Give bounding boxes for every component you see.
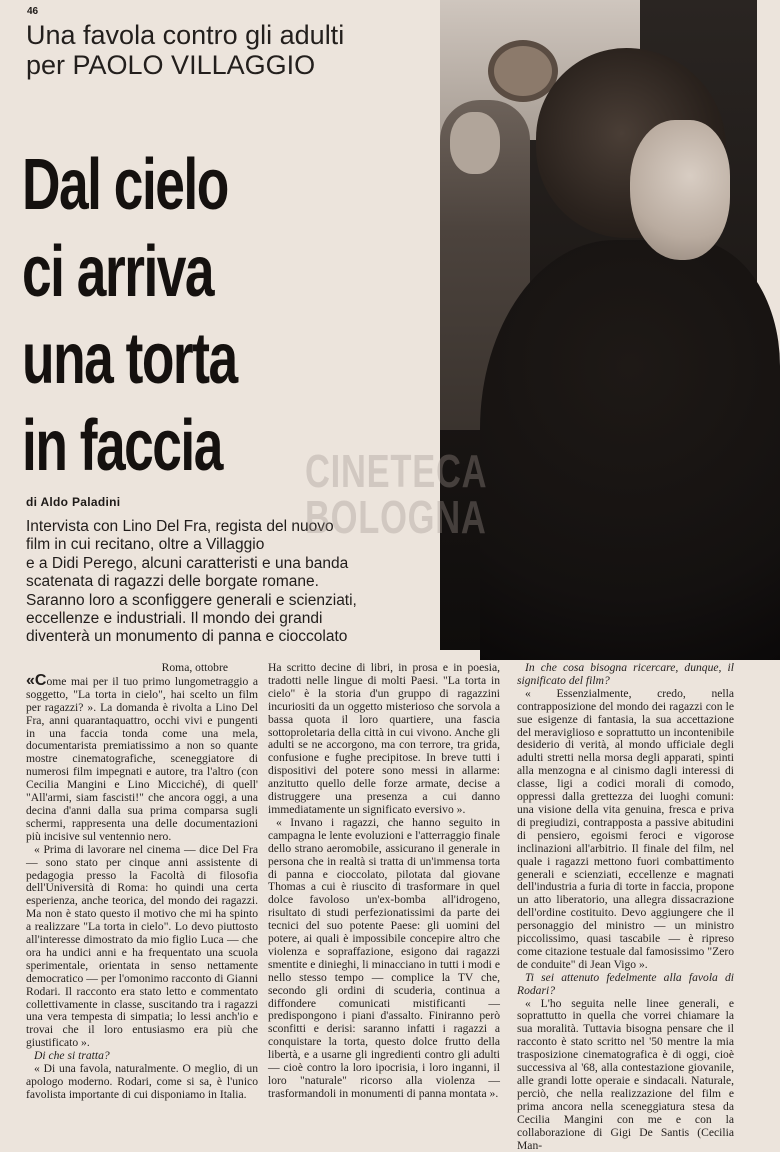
article-column-1 — [26, 662, 258, 1102]
intro-line: eccellenze e industriali. Il mondo dei grandi — [26, 610, 323, 628]
kicker-line-2: per PAOLO VILLAGGIO — [26, 50, 316, 80]
paragraph: Ha scritto decine di libri, in prosa e in poesia, tradotti nelle lingue di molti Paesi. "La torta in cielo" è la storia d'un gruppo di ragazzini incuriositi da un oggetto misterioso che sorvola a bassa quota il loro quartiere, una fascia sottoproletaria della città in cui vivono. Anche gli adulti se ne accorgono, ma con terrore, tra grida, confusione e fughe precipitose. In breve tutti i dispositivi del potere sono messi in allarme: anzitutto quello delle forze armate, decise a distruggere una presenza a cui danno immediatamente un significato eversivo ». — [268, 661, 500, 816]
paragraph: « Di una favola, naturalmente. O meglio, di un apologo moderno. Rodari, come si sa, è l'unico favolista importante di cui disponiamo in Italia. — [26, 1062, 258, 1101]
film-still-photo — [440, 0, 757, 650]
kicker — [26, 20, 436, 80]
watermark-line-1: CINETECA — [305, 445, 488, 497]
paragraph: « L'ho seguita nelle linee generali, e soprattutto in quella che vorrei chiamare la sua moralità. Tuttavia bisogna pensare che il racconto è stato scritto nel '50 mentre la mia trasposizione cinematografica è di oggi, cioè successiva al '68, alla contestazione giovanile, alle grandi lotte operaie e sindacali. Naturale, perciò, che nella realizzazione del film e prima ancora nella sceneggiatura stesa da Cecilia Mangini con me e con la collaborazione di Gigi De Santis (Cecilia Man- — [517, 996, 734, 1152]
interview-question: Ti sei attenuto fedelmente alla favola di Rodari? — [517, 970, 734, 997]
intro-line: Saranno loro a sconfiggere generali e scienziati, — [26, 591, 357, 609]
headline-line-3: una torta — [22, 319, 237, 399]
headline-line-2: ci arriva — [22, 232, 214, 312]
watermark-line-2: BOLOGNA — [305, 491, 487, 543]
intro-line: e a Didi Perego, alcuni caratteristi e una banda — [26, 554, 349, 572]
paragraph: « Prima di lavorare nel cinema — dice Del Fra — sono stato per cinque anni assistente di pedagogia presso la Facoltà di filosofia dell'Università di Roma: ho quindi una certa esperienza, anche teorica, del mondo dei ragazzi. Ma non è stato questo il motivo che mi ha spinto a realizzare "La torta in cielo". Lo devo piuttosto all'interesse dimostrato da mio figlio Luca — che ora ha undici anni e ha frequentato una scuola sperimentale, orientata in senso nettamente democratico — per l'omonimo racconto di Gianni Rodari. Il racconto era stato letto e commentato collettivamente in classe, suscitando tra i ragazzi una vera tempesta di simpatia; lo lessi anch'io e trovai che il loro entusiasmo era più che giustificato ». — [26, 842, 258, 1050]
intro-standfirst — [26, 518, 446, 647]
article-column-3 — [517, 662, 734, 1152]
woman-face — [630, 120, 730, 260]
uniformed-figure-face — [450, 112, 500, 174]
paragraph — [26, 671, 258, 844]
intro-line: film in cui recitano, oltre a Villaggio — [26, 536, 265, 554]
interview-question: In che cosa bisogna ricercare, dunque, il significato del film? — [517, 661, 734, 687]
drop-cap: «C — [26, 671, 47, 689]
intro-line: scatenata di ragazzi delle borgate romane. — [26, 573, 319, 591]
byline: di Aldo Paladini — [26, 495, 121, 509]
intro-line: Intervista con Lino Del Fra, regista del nuovo — [26, 518, 334, 535]
dateline: Roma, ottobre — [161, 661, 228, 674]
intro-line: diventerà un monumento di panna e cioccolato — [26, 628, 348, 646]
fur-coat — [480, 240, 780, 660]
headline — [22, 142, 322, 490]
article-body — [26, 661, 734, 1152]
article-column-2 — [268, 662, 500, 1101]
paragraph: « Invano i ragazzi, che hanno seguito in campagna le lente evoluzioni e l'atterraggio finale dello strano aeromobile, assicurano il generale in persona che in realtà si tratta di un'immensa torta di panna e cioccolato, pilotata dal giovane Thomas a cui è riuscito di trasformare in quel dolce favoloso un'ex-bomba all'idrogeno, risultato di studi perfezionatissimi da parte dei tecnici del suo potente Paese: gli uomini del potere, ai quali è impossibile concepire altro che violenza e sopraffazione, esigono dai ragazzi smentite e dinieghi, li minacciano in tutti i modi e nello stesso tempo — complice la TV che, secondo gli ordini di scuderia, continua a diffondere comunicati mistificanti — predispongono i piani d'assalto. Finiranno però sconfitti e derisi: saranno infatti i ragazzi a conquistare la torta, questo dolce frutto della libertà, e a usarne gli ingredienti contro gli adulti — cioè contro la loro ipocrisia, i loro inganni, il loro "naturale" ricorso alla violenza — trasformandoli in monumenti di panna montata ». — [268, 815, 500, 1100]
kicker-line-1: Una favola contro gli adulti — [26, 20, 345, 50]
page-number: 46 — [27, 6, 39, 17]
paragraph-text: ome mai per il tuo primo lungometraggio a soggetto, "La torta in cielo", hai scelto un film per ragazzi? ». La domanda è rivolta a Lino Del Fra, anni quarantaquattro, occhi vivi e pungenti in una faccia tonda come una mela, documentarista premiatissimo a non so quante mostre cinematografiche, sceneggiatore di numerosi film impegnati e autore, tra l'altro (con Cecilia Mangini e Lino Micciché), di quell' "All'armi, siam fascisti!" che ancora oggi, a una decina d'anni dalla sua prima comparsa sugli schermi, rappresenta una delle documentazioni più incisive sul ventennio nero. — [26, 674, 258, 843]
headline-line-4: in faccia — [22, 406, 222, 486]
interview-question: Di che si tratta? — [34, 1049, 110, 1063]
paragraph: « Essenzialmente, credo, nella contrapposizione del mondo dei ragazzi con le sue esigenze di fantasia, la sua accettazione del meraviglioso e soprattutto un incontenibile desiderio di verità, al mondo ufficiale degli adulti stretti nella morsa degli apparati, spinti alla menzogna e al cinismo dagli interessi di classe, ligi a codici morali di comodo, oppressi dalla grettezza dei luoghi comuni: una visione della vita genuina, fresca e priva di pregiudizi, contrapposta a passive abitudini di pensiero, egoismi feroci e vigorose inclinazioni all'arbitrio. Il finale del film, nel quale i ragazzi mettono fuori combattimento generali e scienziati, eccellenze e magnati dell'industria a furia di torte in faccia, propone un atto liberatorio, una allegra dissacrazione dell'ordine costituito. Devo aggiungere che il personaggio del ministro — un ministro piccolissimo, quasi tascabile — è ripreso come citazione testuale dal famosissimo "Zero de conduite" di Jean Vigo ». — [517, 686, 734, 971]
headline-line-1: Dal cielo — [22, 145, 228, 225]
